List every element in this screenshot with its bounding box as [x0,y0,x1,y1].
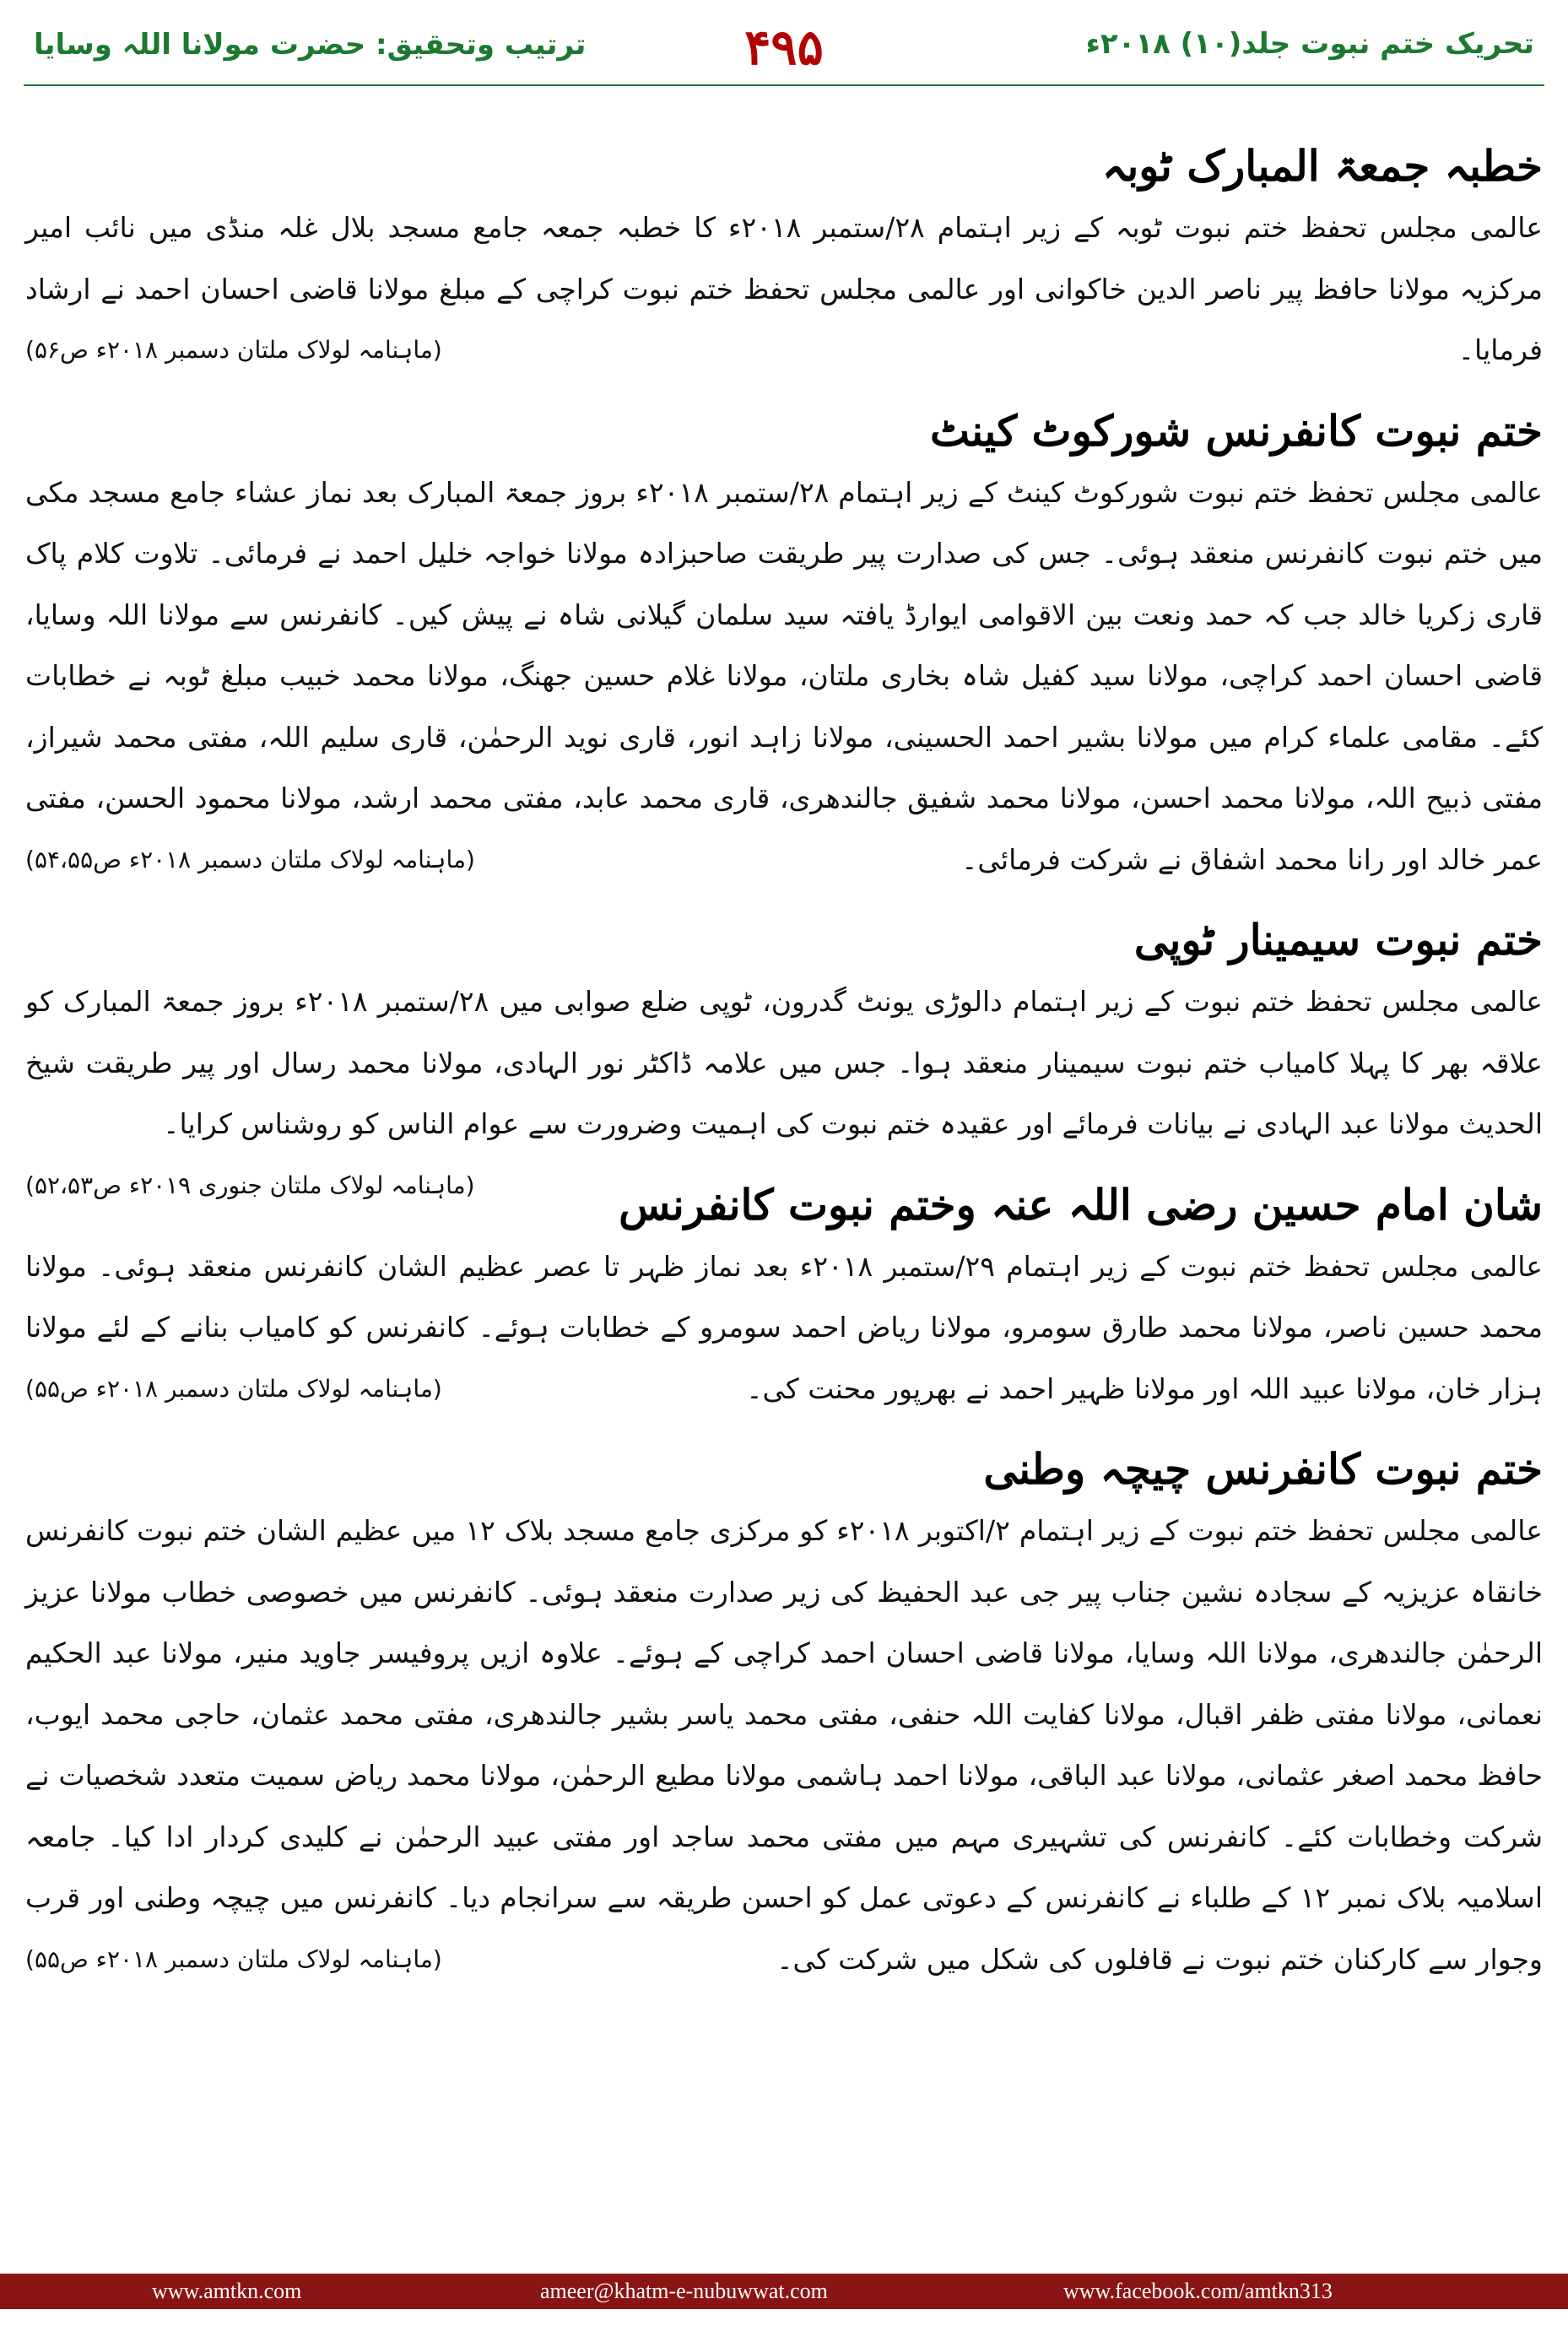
section-shorkot-cantt [25,400,1543,891]
section-title: ختم نبوت سیمینار ٹوپی [1133,915,1543,965]
section-body [25,971,1543,1199]
section-title: ختم نبوت کانفرنس چیچہ وطنی [983,1444,1543,1494]
section-text: عالمی مجلس تحفظ ختم نبوت کے زیر اہتمام ۲۹/ستمبر ۲۰۱۸ء بعد نماز ظہر تا عصر عظیم الشان کانفرنس منعقد ہوئی۔ مولانا محمد حسین ناصر، مولانا محمد طارق سومرو، مولانا ریاض احمد سومرو کے خطابات ہوئے۔ کانفرنس کو کامیاب بنانے کے لئے مولانا ہزار خان، مولانا عبید اللہ اور مولانا ظہیر احمد نے بھرپور محنت کی۔ [25,1249,1543,1405]
section-text: عالمی مجلس تحفظ ختم نبوت کے زیر اہتمام دالوڑی یونٹ گدرون، ٹوپی ضلع صوابی میں ۲۸/ستمبر ۲۰۱۸ء بروز جمعۃ المبارک کو علاقہ بھر کا پہلا کامیاب ختم نبوت سیمینار منعقد ہوا۔ جس میں علامہ ڈاکٹر نور الہادی، مولانا محمد رسال اور پیر طریقت شیخ الحدیث مولانا عبد الہادی نے بیانات فرمائے اور عقیدہ ختم نبوت کی اہمیت وضرورت سے عوام الناس کو روشناس کرایا۔ [25,985,1543,1140]
section-chichawatni [25,1438,1543,1990]
page-content [25,135,1543,2009]
facebook-link[interactable]: www.facebook.com/amtkn313 [1063,2279,1333,2303]
section-body [25,1236,1543,1420]
section-source: (ماہنامہ لولاک ملتان دسمبر ۲۰۱۸ء ص۵۶) [25,336,442,364]
compiler-credit: ترتیب وتحقیق: حضرت مولانا اللہ وسایا [34,28,587,62]
section-title: شان امام حسین رضی اللہ عنہ وختم نبوت کانفرنس [619,1179,1543,1230]
section-title: خطبہ جمعۃ المبارک ٹوبہ [1102,141,1543,191]
section-source: (ماہنامہ لولاک ملتان جنوری ۲۰۱۹ء ص۵۲،۵۳) [25,1171,475,1199]
section-title: ختم نبوت کانفرنس شورکوٹ کینٹ [930,405,1543,456]
page-number: ۴۹۵ [744,19,824,76]
email-link[interactable]: ameer@khatm-e-nubuwwat.com [540,2279,828,2303]
book-title: تحریک ختم نبوت جلد(۱۰) ۲۰۱۸ء [1085,27,1534,61]
section-text: عالمی مجلس تحفظ ختم نبوت ٹوبہ کے زیر اہتمام ۲۸/ستمبر ۲۰۱۸ء کا خطبہ جمعہ جامع مسجد بلال غلہ منڈی میں نائب امیر مرکزیہ مولانا حافظ پیر ناصر الدین خاکوانی اور عالمی مجلس تحفظ ختم نبوت کراچی کے مبلغ مولانا قاضی احسان احمد نے ارشاد فرمایا۔ [25,211,1543,366]
section-khutba-toba [25,135,1543,381]
section-text: عالمی مجلس تحفظ ختم نبوت کے زیر اہتمام ۲/اکتوبر ۲۰۱۸ء کو مرکزی جامع مسجد بلاک ۱۲ میں عظیم الشان ختم نبوت کانفرنس خانقاہ عزیزیہ کے سجادہ نشین جناب پیر جی عبد الحفیظ کی زیر صدارت منعقد ہوئی۔ کانفرنس میں خصوصی خطاب مولانا عزیز الرحمٰن جالندھری، مولانا اللہ وسایا، مولانا قاضی احسان احمد کراچی کے ہوئے۔ علاوہ ازیں پروفیسر جاوید منیر، مولانا عبد الحکیم نعمانی، مولانا مفتی ظفر اقبال، مولانا کفایت اللہ حنفی، مفتی محمد یاسر بشیر جالندھری، مفتی محمد عثمان، حاجی محمد ایوب، حافظ محمد اصغر عثمانی، مولانا عبد الباقی، مولانا احمد ہاشمی مولانا مطیع الرحمٰن، مولانا محمد ریاض سمیت متعدد شخصیات نے شرکت وخطابات کئے۔ کانفرنس کی تشہیری مہم میں مفتی محمد ساجد اور مفتی عبید الرحمٰن نے کلیدی کردار ادا کیا۔ جامعہ اسلامیہ بلاک نمبر ۱۲ کے طلباء نے کانفرنس کے دعوتی عمل کو احسن طریقہ سے سرانجام دیا۔ کانفرنس میں چیچہ وطنی اور قرب وجوار سے کارکنان ختم نبوت نے قافلوں کی شکل میں شرکت کی۔ [25,1514,1543,1976]
header-divider [24,84,1544,86]
section-body [25,462,1543,891]
section-source: (ماہنامہ لولاک ملتان دسمبر ۲۰۱۸ء ص۵۵) [25,1374,442,1403]
section-source: (ماہنامہ لولاک ملتان دسمبر ۲۰۱۸ء ص۵۵) [25,1944,442,1973]
section-body [25,1501,1543,1990]
website-link[interactable]: www.amtkn.com [152,2279,302,2303]
page-header [0,0,1568,93]
page-footer [0,2274,1568,2309]
section-text: عالمی مجلس تحفظ ختم نبوت شورکوٹ کینٹ کے زیر اہتمام ۲۸/ستمبر ۲۰۱۸ء بروز جمعۃ المبارک بعد نماز عشاء جامع مسجد مکی میں ختم نبوت کانفرنس منعقد ہوئی۔ جس کی صدارت پیر طریقت صاحبزادہ مولانا خواجہ خلیل احمد نے فرمائی۔ تلاوت کلام پاک قاری زکریا خالد جب کہ حمد ونعت بین الاقوامی ایوارڈ یافتہ سید سلمان گیلانی شاہ نے پیش کیں۔ کانفرنس سے مولانا اللہ وسایا، قاضی احسان احمد کراچی، مولانا سید کفیل شاہ بخاری ملتان، مولانا غلام حسین جھنگ، مولانا محمد خبیب مبلغ ٹوبہ نے خطابات کئے۔ مقامی علماء کرام میں مولانا بشیر احمد الحسینی، مولانا زاہد انور، قاری نوید الرحمٰن، قاری سلیم اللہ، مفتی محمد شیراز، مفتی ذبیح اللہ، مولانا محمد احسن، مولانا محمد شفیق جالندھری، قاری محمد عابد، مفتی محمد ارشد، مولانا محمود الحسن، مفتی عمر خالد اور رانا محمد اشفاق نے شرکت فرمائی۔ [25,475,1543,876]
section-topi-seminar [25,909,1543,1199]
section-source: (ماہنامہ لولاک ملتان دسمبر ۲۰۱۸ء ص۵۴،۵۵) [25,845,475,874]
section-body [25,197,1543,381]
